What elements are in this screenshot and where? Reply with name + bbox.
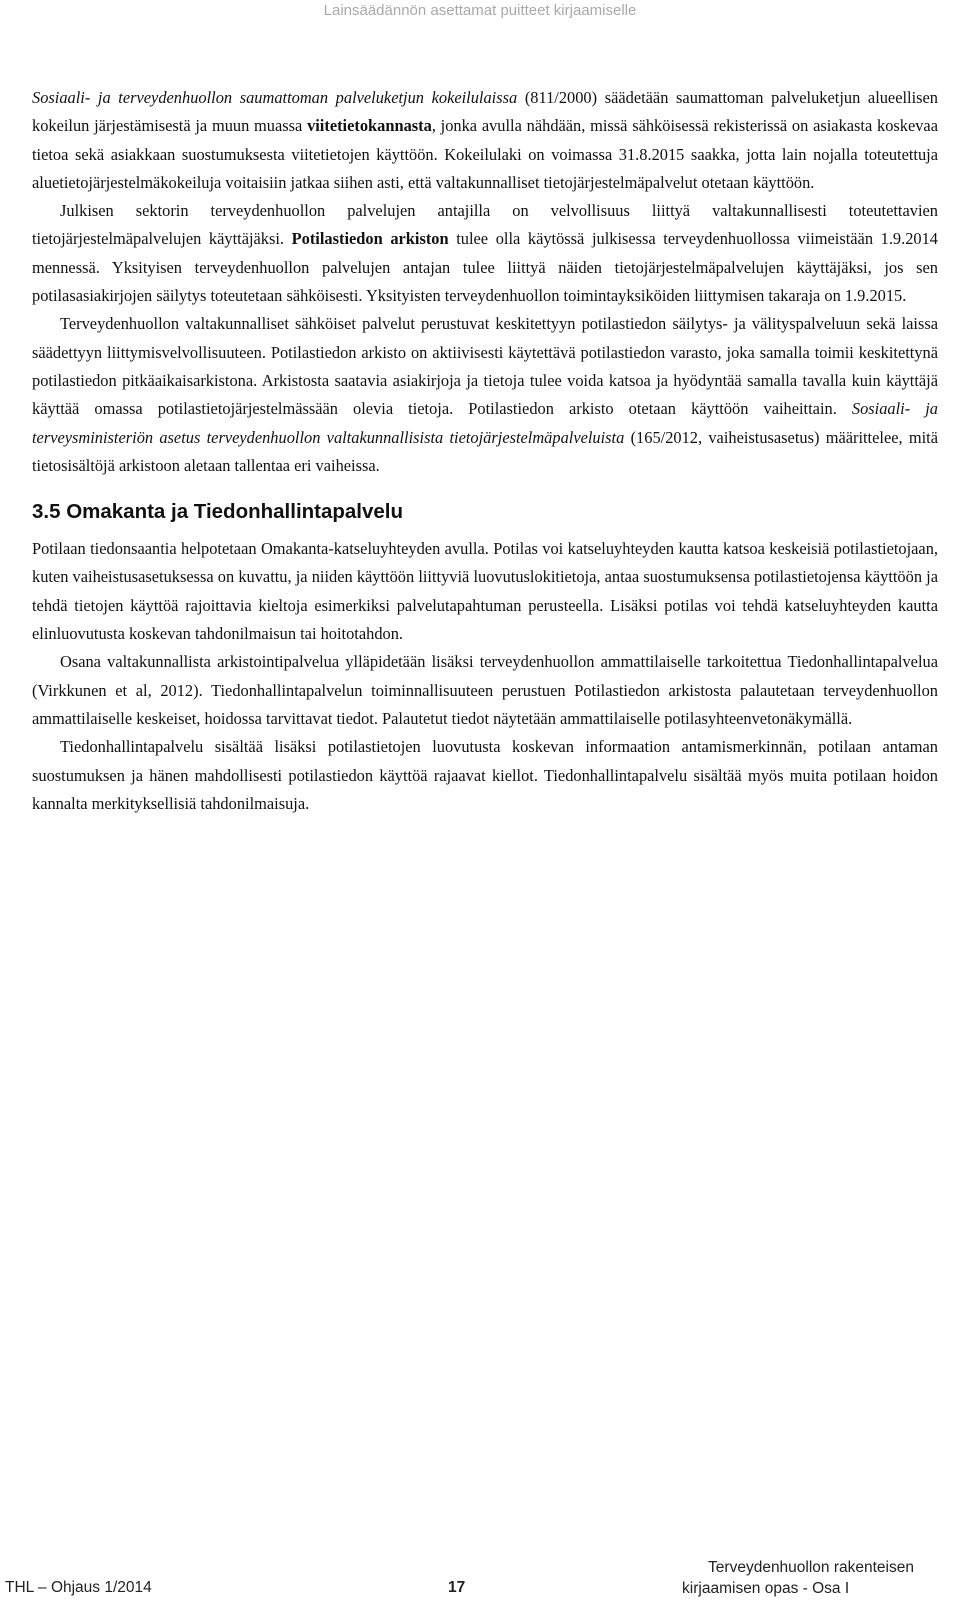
- footer-title-line-2: kirjaamisen opas - Osa I: [682, 1580, 850, 1597]
- term-potilastiedon-arkisto: Potilastiedon arkiston: [291, 229, 449, 249]
- paragraph-tiedonhallintapalvelu-sisalto: Tiedonhallintapalvelu sisältää lisäksi potilastietojen luovutusta koskevan informaation antamismerkinnän, potilaan antaman suostumuksen ja hänen mahdollisesti potilastiedon käyttöä rajaavat kiellot. Tiedonhallintapalvelu sisältää myös muita potilaan hoidon kannalta merkityksellisiä tahdonilmaisuja.: [32, 737, 938, 813]
- decree-title: Sosiaali- ja terveysministeriön asetus terveydenhuollon valtakunnallisista tietojärjestelmäpalveluista: [32, 399, 938, 447]
- footer-title-line-1: Terveydenhuollon rakenteisen: [708, 1559, 914, 1576]
- paragraph-liittymisvelvollisuus: Julkisen sektorin terveydenhuollon palvelujen antajilla on velvollisuus liittyä valtakunnallisesti toteutettavien tietojärjestelmäpalvelujen käyttäjäksi. Potilastiedon arkiston tulee olla käytössä julkisessa terveydenhuollossa viimeistään 1.9.2014 mennessä. Yksityisen terveydenhuollon palvelujen antajan tulee liittyä näiden tietojärjestelmäpalvelujen käyttäjäksi, jos sen potilasasiakirjojen säilytys toteutetaan sähköisesti. Yksityisten terveydenhuollon toimintayksiköiden liittymisen takaraja on 1.9.2015.: [32, 201, 938, 306]
- paragraph-valtakunnalliset-palvelut: Terveydenhuollon valtakunnalliset sähköiset palvelut perustuvat keskitettyyn potilastiedon säilytys- ja välityspalveluun sekä laissa säädettyyn liittymisvelvollisuuteen. Potilastiedon arkisto on aktiivisesti käytettävä potilastiedon varasto, joka samalla toimii keskitettynä potilastiedon pitkäaikaisarkistona. Arkistosta saatavia asiakirjoja ja tietoja tulee voida katsoa ja hyödyntää samalla tavalla kuin käyttäjä käyttää omassa potilastietojärjestelmässään olevia tietoja. Potilastiedon arkisto otetaan käyttöön vaiheittain. Sosiaali- ja terveysministeriön asetus terveydenhuollon valtakunnallisista tietojärjestelmäpalveluista (165/2012, vaiheistusasetus) määrittelee, mitä tietosisältöjä arkistoon aletaan tallentaa eri vaiheissa.: [32, 314, 938, 475]
- footer-publication: THL – Ohjaus 1/2014: [5, 1579, 152, 1596]
- law-title: Sosiaali- ja terveydenhuollon saumattoman palveluketjun kokeilulaissa: [32, 88, 518, 107]
- section-heading: 3.5 Omakanta ja Tiedonhallintapalvelu: [32, 500, 404, 524]
- paragraph-omakanta: Potilaan tiedonsaantia helpotetaan Omakanta-katseluyhteyden avulla. Potilas voi katseluyhteyden kautta katsoa keskeisiä potilastietojaan, kuten vaiheistusasetuksessa on kuvattu, ja niiden käyttöön liittyviä luovutuslokitietoja, antaa suostumuksensa potilastietojensa käyttöön ja tehdä tietojen käyttöä rajoittavia kieltoja esimerkiksi palvelutapahtuman perusteella. Lisäksi potilas voi tehdä katseluyhteyden kautta elinluovutusta koskevan tahdonilmaisun tai hoitotahdon.: [32, 539, 938, 644]
- paragraph-tiedonhallintapalvelu: Osana valtakunnallista arkistointipalvelua ylläpidetään lisäksi terveydenhuollon ammattilaiselle tarkoitettua Tiedonhallintapalvelua (Virkkunen et al, 2012). Tiedonhallintapalvelun toiminnallisuuteen perustuen Potilastiedon arkistosta palautetaan terveydenhuollon ammattilaiselle keskeiset, hoidossa tarvittavat tiedot. Palautetut tiedot näytetään ammattilaiselle potilasyhteenvetonäkymällä.: [32, 652, 938, 728]
- paragraph-kokeilulaki: Sosiaali- ja terveydenhuollon saumattoman palveluketjun kokeilulaissa (811/2000) säädetään saumattoman palveluketjun alueellisen kokeilun järjestämisestä ja muun muassa viitetietokannasta, jonka avulla nähdään, missä sähköisessä rekisterissä on asiakasta koskevaa tietoa sekä asiakkaan suostumuksesta viitetietojen käyttöön. Kokeilulaki on voimassa 31.8.2015 saakka, jotta lain nojalla toteutettuja aluetietojärjestelmäkokeiluja voitaisiin jatkaa siihen asti, että valtakunnalliset tietojärjestelmäpalvelut otetaan käyttöön.: [32, 88, 938, 192]
- running-header: Lainsäädännön asettamat puitteet kirjaamiselle: [323, 2, 637, 19]
- page-content: [32, 84, 938, 818]
- footer-document-title: [682, 1557, 914, 1599]
- page-footer: [0, 1545, 960, 1605]
- term-viitetietokanta: viitetietokannasta: [307, 116, 432, 136]
- page-number: 17: [448, 1579, 466, 1596]
